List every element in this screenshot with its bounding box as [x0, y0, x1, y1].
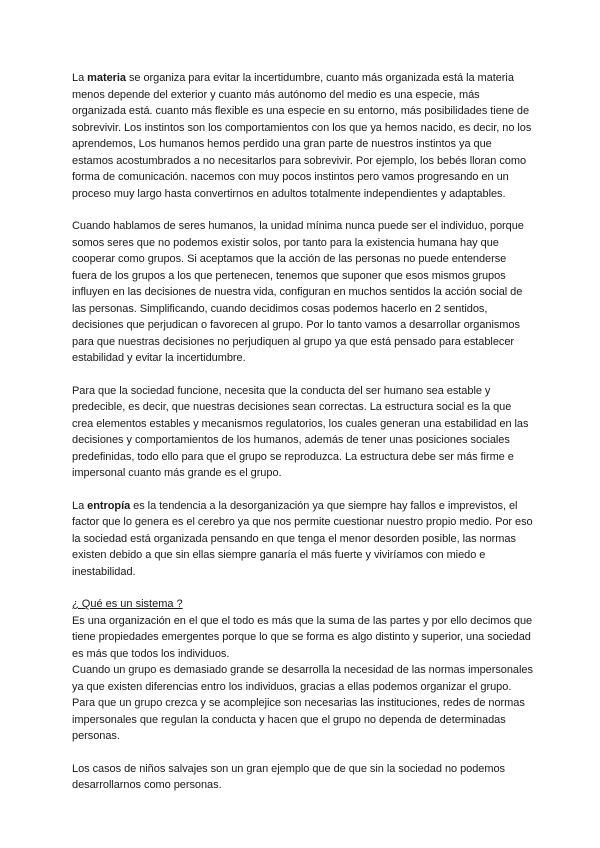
bold-term-materia: materia	[87, 72, 126, 84]
paragraph-entropia	[72, 498, 534, 581]
bold-term-entropia: entropía	[87, 499, 131, 512]
section-heading-sistema: ¿ Qué es un sistema ?	[72, 598, 183, 610]
paragraph-text: se organiza para evitar la incertidumbre, cuanto más organizada está la materia menos depende del exterior y cuanto más autónomo del medio es una especie, más organizada está. cuanto más flexible es una especie en su entorno, más posibilidades tiene de sobrevivir. Los instintos son los comportamientos con los que ya hemos nacido, es decir, no los aprendemos, Los humanos hemos perdido una gran parte de nuestros instintos ya que estamos acostumbrados a no necesitarlos para sobrevivir. Por ejemplo, los bebés lloran como forma de comunicación. nacemos con muy pocos instintos pero vamos progresando en un proceso muy largo hasta convertirnos en adultos totalmente independientes y adaptables.	[72, 72, 532, 200]
paragraph-sociedad-funcione: Para que la sociedad funcione, necesita que la conducta del ser humano sea estable y predecible, es decir, que nuestras decisiones sean correctas. La estructura social es la que crea elementos estables y mecanismos regulatorios, los cuales generan una estabilidad en las decisiones y comportamientos de los humanos, además de tener unas posiciones sociales predefinidas, todo ello para que el grupo se reproduzca. La estructura debe ser más firme e impersonal cuanto más grande es el grupo.	[72, 384, 529, 479]
paragraph-text: es la tendencia a la desorganización ya que siempre hay fallos e imprevistos, el factor que lo genera es el cerebro ya que nos permite cuestionar nuestro propio medio. Por eso la sociedad está organizada pensando en que tenga el menor desorden posible, las normas existen debido a que sin ellas siempre ganaría el más fuerte y viviríamos con miedo e inestabilidad.	[72, 499, 533, 578]
paragraph-sistema-definicion: Es una organización en el que el todo es más que la suma de las partes y por ello decimos que tiene propiedades emergentes porque lo que se forma es algo distinto y superior, una sociedad es más que todos los individuos.	[72, 614, 533, 660]
document-page	[72, 70, 534, 810]
paragraph-instituciones: Para que un grupo crezca y se acomplejice son necesarias las instituciones, redes de normas impersonales que regulan la conducta y hacen que el grupo no dependa de determinadas personas.	[72, 697, 525, 742]
paragraph-seres-humanos: Cuando hablamos de seres humanos, la unidad mínima nunca puede ser el individuo, porque somos seres que no podemos existir solos, por tanto para la existencia humana hay que cooperar como grupos. Si aceptamos que la acción de las personas no puede entenderse fuera de los grupos a los que pertenecen, tenemos que suponer que esos mismos grupos influyen en las decisiones de nuestra vida, configuran en muchos sentidos la acción social de las personas. Simplificando, cuando decidimos cosas podemos hacerlo en 2 sentidos, decisiones que perjudican o favorecen al grupo. Por lo tanto vamos a desarrollar organismos para que nuestras decisiones no perjudiquen al grupo ya que está pensado para establecer estabilidad y evitar la incertidumbre.	[72, 220, 524, 364]
paragraph-text: La	[72, 72, 88, 84]
paragraph-normas-impersonales: Cuando un grupo es demasiado grande se desarrolla la necesidad de las normas impersonales ya que existen diferencias entro los individuos, gracias a ellas podemos organizar el grupo.	[72, 664, 533, 693]
paragraph-ninos-salvajes: Los casos de niños salvajes son un gran ejemplo que de que sin la sociedad no podemos desarrollarnos como personas.	[72, 762, 505, 791]
paragraph-text: La	[72, 499, 88, 512]
paragraph-materia	[72, 70, 534, 202]
